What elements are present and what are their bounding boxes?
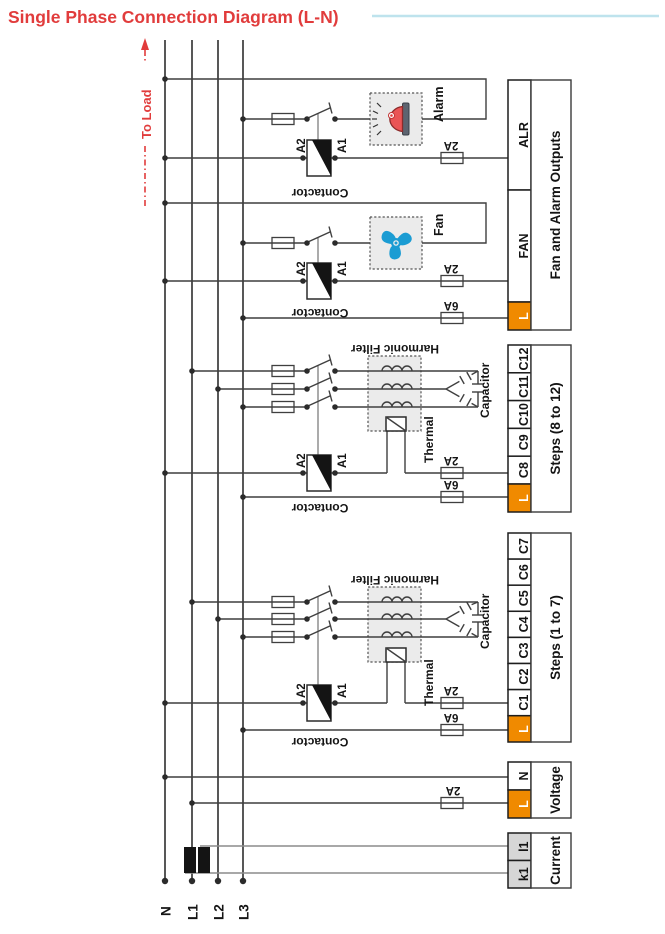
fuse-6a-label: 6A [443,299,459,311]
coil-a2-label: A2 [296,683,308,698]
group-label: Fan and Alarm Outputs [548,130,563,280]
terminal-block-voltage [508,762,571,818]
fuse-6a-label: 6A [443,711,459,723]
harmonic-filter-label: Harmonic Filter [350,573,440,587]
fuse-6a-label: 6A [443,478,459,490]
bus-l1-label: L1 [185,904,201,920]
terminal-block-steps-1-7 [508,533,571,742]
terminal-label-fan: FAN [517,233,531,259]
terminal-label-l: L [517,725,531,733]
to-load-label: To Load [139,89,154,139]
contactor-label: Contactor [291,735,349,749]
thermal-label: Thermal [422,416,436,463]
fan-device-label: Fan [432,213,446,236]
terminal-label-c6: C6 [517,564,531,581]
group-label: Steps (1 to 7) [548,595,563,680]
terminal-block-fan-alarm [508,80,571,330]
terminal-label-c12: C12 [517,347,531,371]
terminal-label-n: N [517,771,531,781]
fuse-2a-label: 2A [443,684,459,696]
terminal-label-c3: C3 [517,642,531,659]
terminal-block-current [508,833,571,888]
contactor-label: Contactor [291,306,349,320]
terminal-label-c9: C9 [517,434,531,451]
terminal-label-c2: C2 [517,668,531,685]
bus-l3-label: L3 [236,904,252,920]
group-label: Steps (8 to 12) [548,382,563,475]
thermal-label: Thermal [422,659,436,706]
fuse-2a-label: 2A [443,262,459,274]
coil-a1-label: A1 [337,453,349,468]
fuse-2a-label: 2A [443,139,459,151]
terminal-label-l: L [517,494,531,502]
coil-a1-label: A1 [337,138,349,153]
coil-a2-label: A2 [296,261,308,276]
bus-n-label: N [158,906,174,916]
terminal-label-l: L [517,800,531,808]
terminal-label-c10: C10 [517,403,531,426]
thermal-symbol [386,417,406,431]
page-title: Single Phase Connection Diagram (L-N) [8,7,339,27]
terminal-label-alr: ALR [517,122,531,148]
terminal-label-l1: l1 [517,841,531,852]
group-label: Voltage [548,766,563,814]
terminal-label-c5: C5 [517,590,531,607]
terminal-label-c8: C8 [517,462,531,479]
coil-a2-label: A2 [296,453,308,468]
fuse-2a-label: 2A [445,784,461,796]
terminal-label-l: L [517,312,531,320]
coil-a2-label: A2 [296,138,308,153]
current-transformer [184,847,196,873]
coil-a1-label: A1 [337,683,349,698]
alarm-device-label: Alarm [432,86,446,122]
terminal-label-c11: C11 [517,375,531,398]
terminal-label-c7: C7 [517,538,531,554]
thermal-symbol [386,648,406,662]
coil-a1-label: A1 [337,261,349,276]
contactor-label: Contactor [291,501,349,515]
fuse-2a-label: 2A [443,454,459,466]
capacitor-label: Capacitor [478,362,492,418]
group-label: Current [548,836,563,885]
harmonic-filter-label: Harmonic Filter [350,342,440,356]
terminal-label-k1: k1 [517,867,531,882]
terminal-label-c4: C4 [517,616,531,633]
capacitor-label: Capacitor [478,593,492,649]
current-transformer [198,847,210,873]
bus-l2-label: L2 [211,904,227,920]
terminal-block-steps-8-12 [508,345,571,512]
terminal-label-c1: C1 [517,694,531,711]
contactor-label: Contactor [291,186,349,200]
